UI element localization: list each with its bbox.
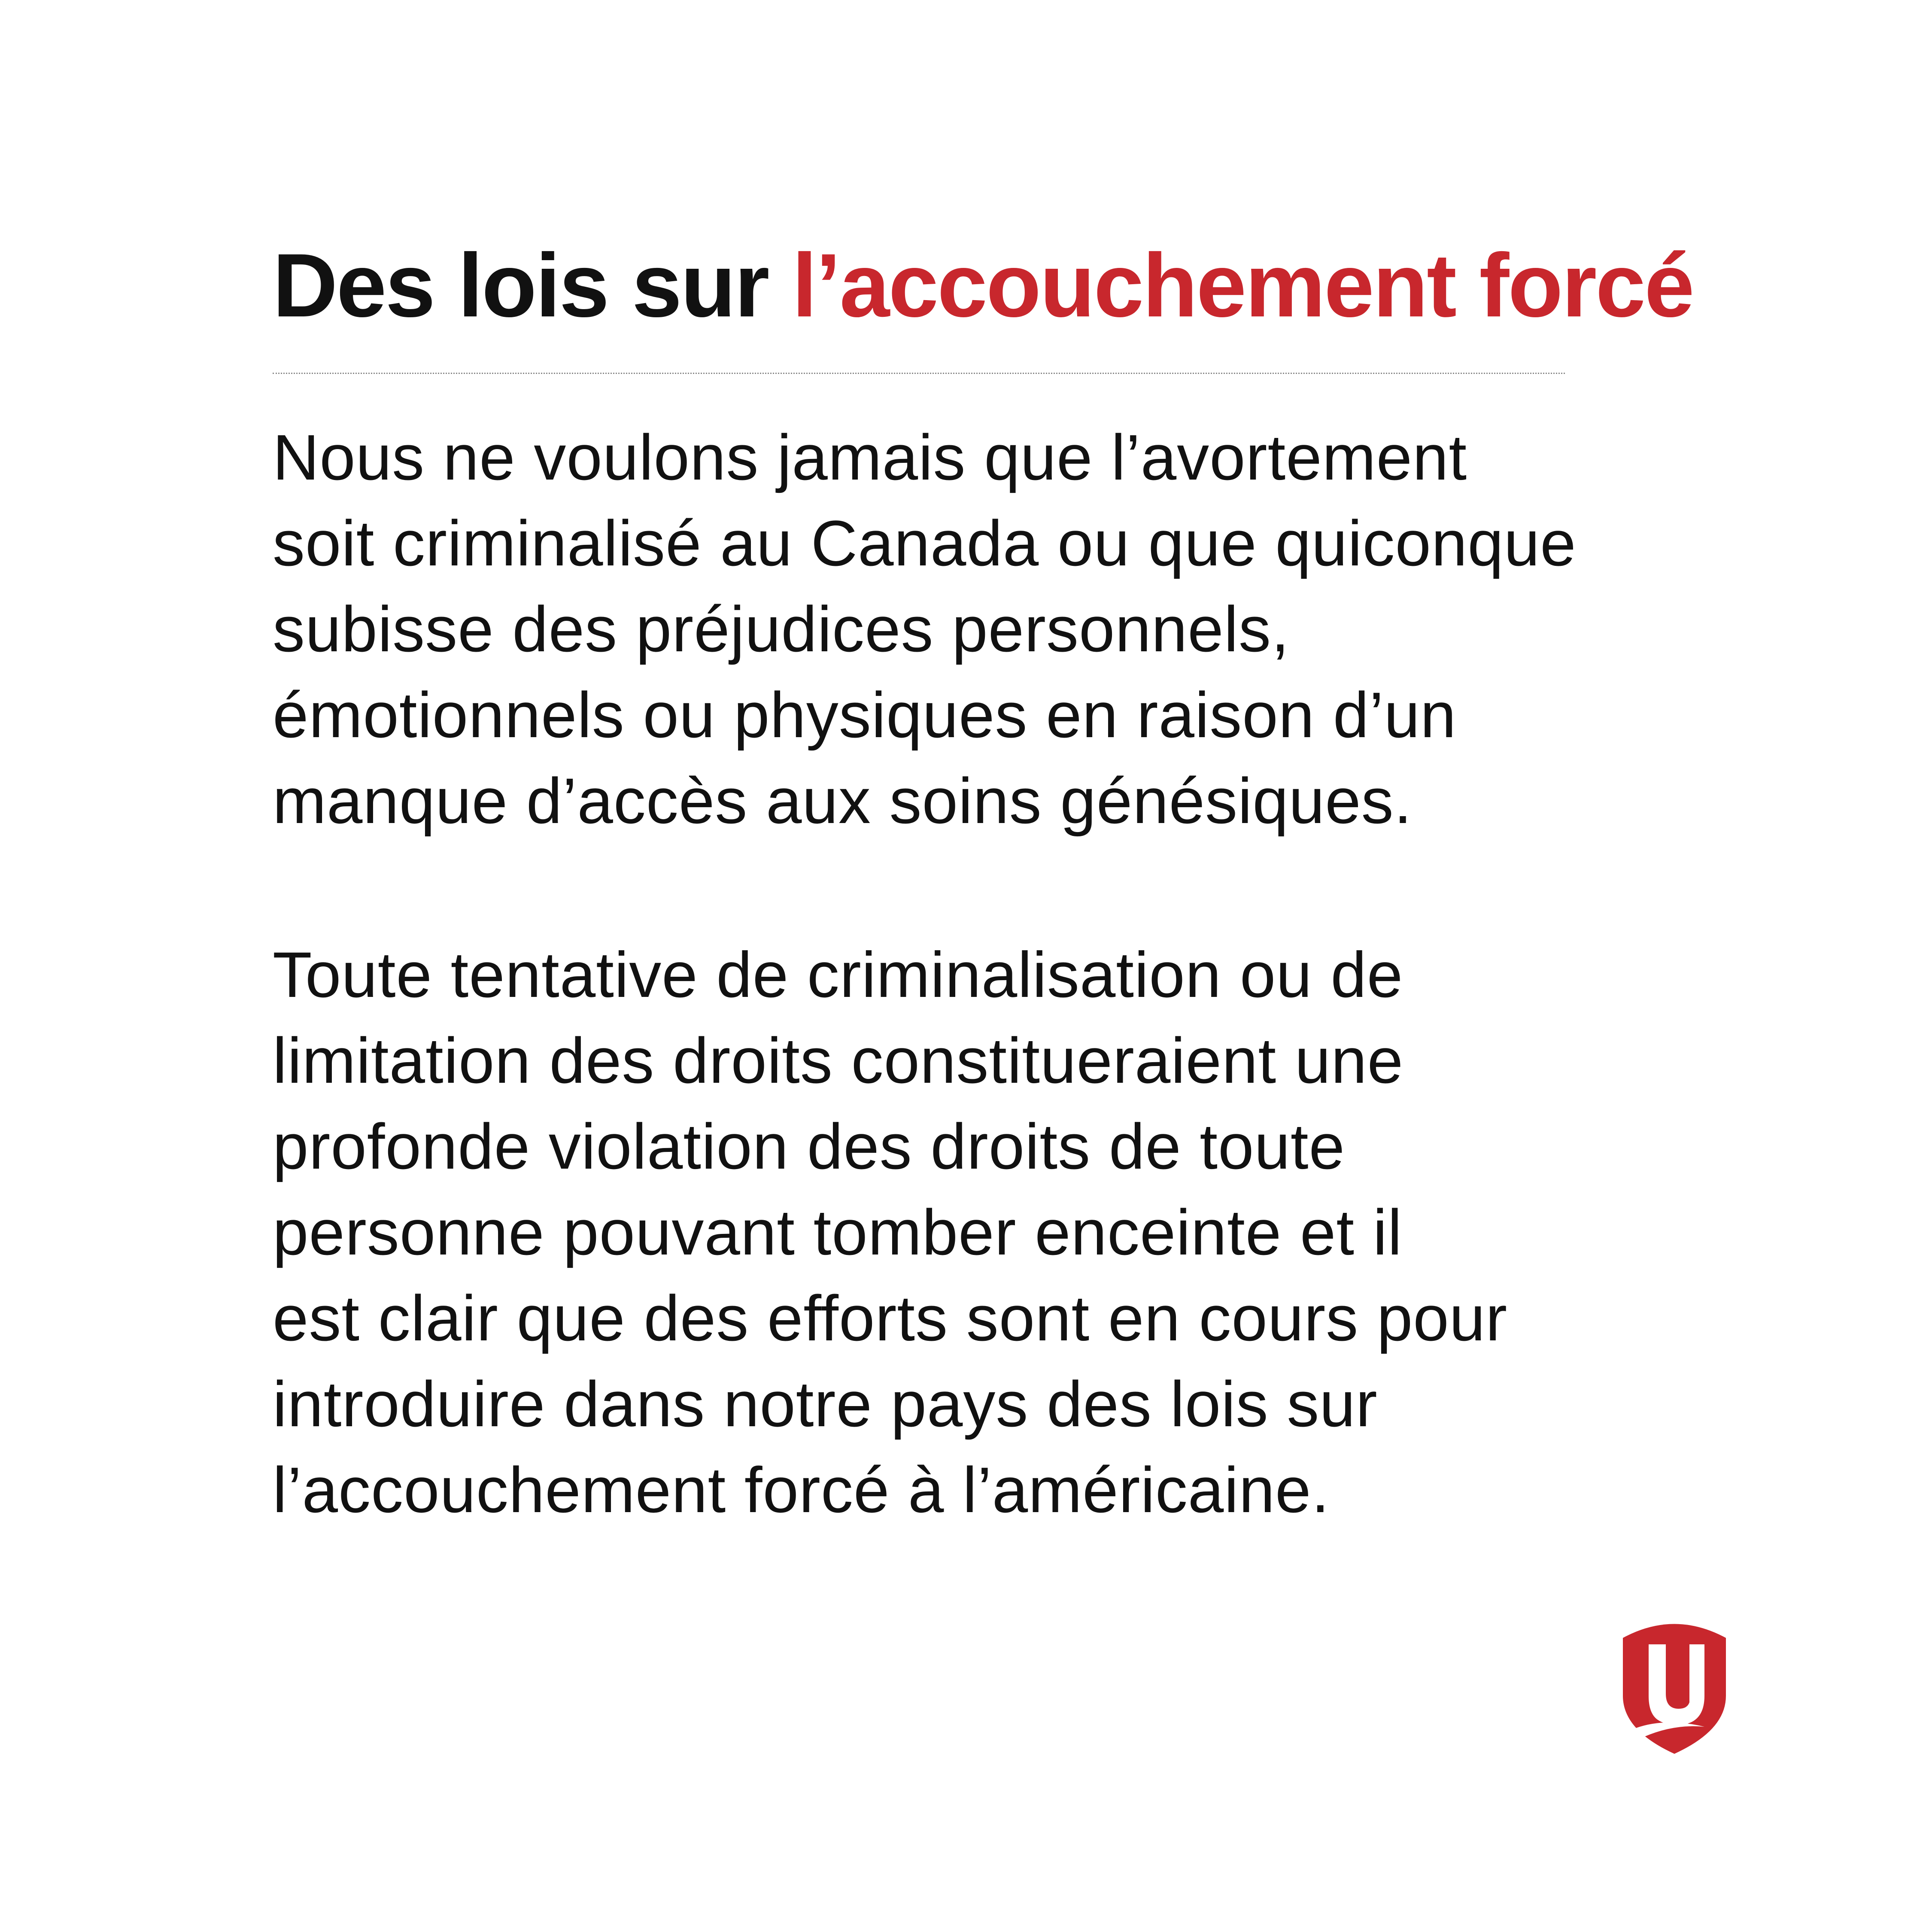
paragraph-1 — [273, 414, 1732, 844]
paragraph-line: Nous ne voulons jamais que l’avortement — [273, 421, 1467, 493]
paragraph-line: introduire dans notre pays des lois sur — [273, 1368, 1378, 1440]
paragraph-line: Toute tentative de criminalisation ou de — [273, 939, 1403, 1011]
paragraph-line: profonde violation des droits de toute — [273, 1110, 1345, 1182]
page-title — [273, 235, 1693, 336]
paragraph-line: manque d’accès aux soins génésiques. — [273, 765, 1413, 837]
union-shield-logo-icon — [1619, 1614, 1730, 1756]
paragraph-line: soit criminalisé au Canada ou que quiconque — [273, 507, 1577, 579]
paragraph-line: subisse des préjudices personnels, — [273, 593, 1290, 665]
title-prefix: Des lois sur — [273, 235, 792, 336]
paragraph-line: est clair que des efforts sont en cours pour — [273, 1282, 1508, 1354]
paragraph-line: l’accouchement forcé à l’américaine. — [273, 1454, 1330, 1526]
title-accent: l’accouchement forcé — [792, 235, 1693, 336]
paragraph-line: émotionnels ou physiques en raison d’un — [273, 679, 1457, 751]
paragraph-line: personne pouvant tomber enceinte et il — [273, 1196, 1403, 1268]
paragraph-2 — [273, 932, 1732, 1533]
dotted-divider — [273, 373, 1565, 374]
paragraph-line: limitation des droits constitueraient une — [273, 1024, 1404, 1097]
shield-shape — [1623, 1624, 1726, 1754]
